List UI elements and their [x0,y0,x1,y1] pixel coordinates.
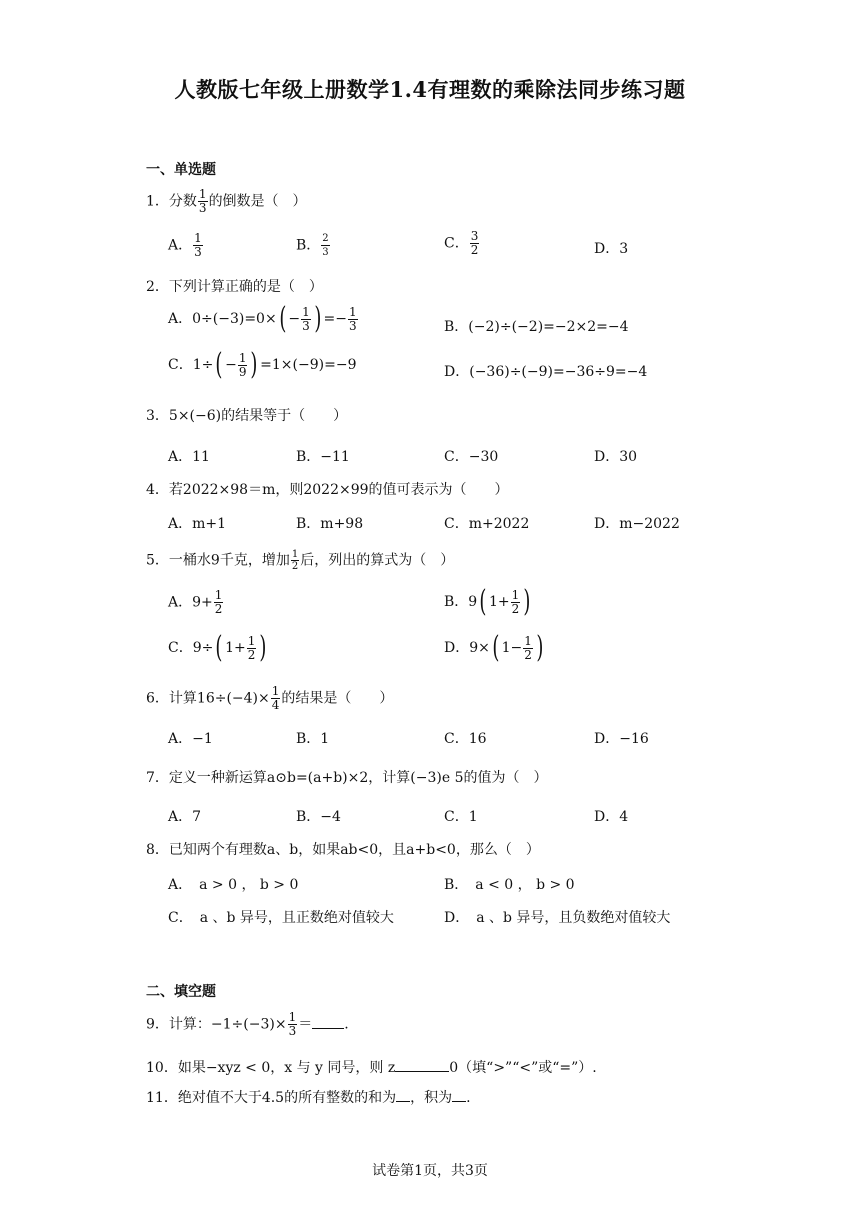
answer-blank[interactable] [312,1028,344,1029]
q7-option-d: D．4 [594,809,629,825]
q6-option-b: B．1 [296,731,330,747]
q4-option-b: B．m+98 [296,516,364,532]
q7-option-a: A．7 [168,809,202,825]
question-1: 1．分数 $\frac{1}{3}$ 的倒数是（ ） [146,187,307,215]
q8-option-d: D． a 、b 异号，且负数绝对值较大 [444,910,671,926]
page-footer: 试卷第1页，共3页 [372,1163,488,1179]
question-10: 10．如果−xyz < 0，x 与 y 同号，则 z 0（填“>”“<”或“=”）. [146,1060,597,1076]
q3-option-b: B．−11 [296,449,350,465]
q1-option-d: D．3 [594,241,629,257]
q8-option-a: A． a > 0 ， b > 0 [168,877,299,893]
question-3: 3．5×(−6)的结果等于（ ） [146,408,348,424]
q7-option-b: B．−4 [296,809,341,825]
question-4: 4．若2022×98＝m，则2022×99的值可表示为（ ） [146,482,509,498]
q3-option-d: D．30 [594,449,638,465]
q1-option-c: C． $\frac{3}{2}$ [444,229,479,257]
q4-option-d: D．m−2022 [594,516,680,532]
q6-option-a: A．−1 [168,731,213,747]
q7-option-c: C．1 [444,809,478,825]
q8-option-c: C． a 、b 异号，且正数绝对值较大 [168,910,394,926]
q4-option-c: C．m+2022 [444,516,530,532]
answer-blank[interactable] [395,1071,449,1072]
q5-option-b: B．9( 1+ $\frac{1}{2}$ ) [444,584,531,619]
q3-option-a: A．11 [168,449,210,465]
section-heading-fill-in: 二、填空题 [146,984,216,1000]
q2-option-b: B．(−2)÷(−2)=−2×2=−4 [444,319,629,335]
question-2: 2．下列计算正确的是（ ） [146,279,323,295]
q1-option-b: B． $\frac{2}{3}$ [296,233,329,258]
q4-option-a: A．m+1 [168,516,227,532]
q6-option-d: D．−16 [594,731,649,747]
q3-option-c: C．−30 [444,449,499,465]
question-5: 5．一桶水9千克，增加 $\frac{1}{2}$ 后，列出的算式为（ ） [146,549,455,572]
q2-option-c: C．1÷( − $\frac{1}{9}$ ) =1×(−9)=−9 [168,347,357,382]
q2-option-d: D．(−36)÷(−9)=−36÷9=−4 [444,364,648,380]
q8-option-b: B． a < 0 ， b > 0 [444,877,575,893]
section-heading-single-choice: 一、单选题 [146,162,216,178]
q5-option-c: C．9÷( 1+ $\frac{1}{2}$ ) [168,630,267,665]
answer-blank[interactable] [396,1101,410,1102]
q2-option-a: A．0÷(−3)=0×( − $\frac{1}{3}$ ) =− $\frac{1}{3}$ [168,301,357,336]
question-6: 6．计算16÷(−4)× $\frac{1}{4}$ 的结果是（ ） [146,684,394,712]
answer-blank[interactable] [452,1101,466,1102]
question-11: 11．绝对值不大于4.5的所有整数的和为 ，积为 . [146,1090,471,1106]
question-9: 9．计算：−1÷(−3)× $\frac{1}{3}$ ＝ . [146,1010,349,1038]
question-7: 7．定义一种新运算a⊙b=(a+b)×2，计算(−3)e 5的值为（ ） [146,770,548,786]
q1-option-a: A． $\frac{1}{3}$ [168,231,202,259]
q5-option-a: A．9+ $\frac{1}{2}$ [168,588,223,616]
page-title: 人教版七年级上册数学1.4有理数的乘除法同步练习题 [174,77,686,102]
q5-option-d: D．9×( 1− $\frac{1}{2}$ ) [444,630,544,665]
q6-option-c: C．16 [444,731,487,747]
question-8: 8．已知两个有理数a、b，如果ab<0，且a+b<0，那么（ ） [146,842,540,858]
